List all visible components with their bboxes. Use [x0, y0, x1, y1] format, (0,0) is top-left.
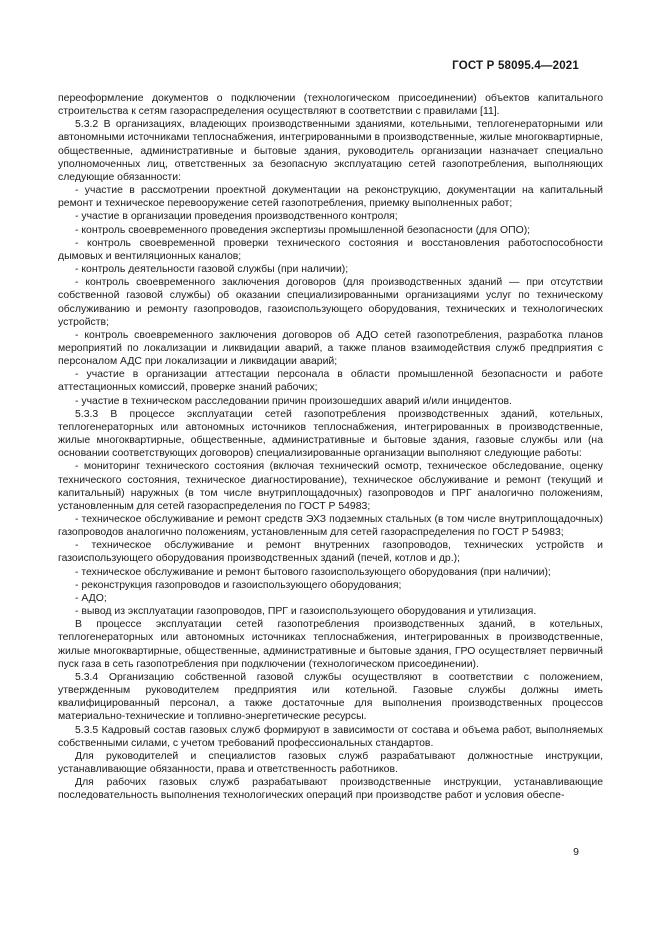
body-paragraph: - техническое обслуживание и ремонт средств ЭХЗ подземных стальных (в том числе внутриплощадочных) газопроводов аналогично положениям, установленным для сетей газораспределения по ГОСТ Р 54983; [58, 514, 603, 539]
page-number: 9 [573, 846, 579, 858]
body-paragraph: - участие в техническом расследовании причин произошедших аварий и/или инцидентов. [75, 395, 512, 407]
body-paragraph: Для руководителей и специалистов газовых служб разрабатывают должностные инструкции, устанавливающие обязанности, права и ответственность работников. [58, 750, 603, 775]
body-paragraph: - контроль своевременного заключения договоров об АДО сетей газопотребления, разработка планов мероприятий по локализации и ликвидации аварий, а также планов взаимодействия служб предприятия с персоналом АДС при локализации и ликвидации аварий; [58, 329, 603, 368]
body-paragraph: - участие в организации аттестации персонала в области промышленной безопасности и работе аттестационных комиссий, проверке знаний рабочих; [58, 369, 603, 394]
body-paragraph: 5.3.5 Кадровый состав газовых служб формируют в зависимости от состава и объема работ, выполняемых собственными силами, с учетом требований профессиональных стандартов. [58, 724, 603, 749]
body-paragraph: - мониторинг технического состояния (включая технический осмотр, техническое обследование, оценку технического состояния, техническое диагностирование), техническое обслуживание и ремонт (текущий и капитальный) наружных (в том числе внутриплощадочных) газопроводов и ПРГ аналогично положениям, установленным для сетей газораспределения по ГОСТ Р 54983; [58, 461, 603, 512]
document-standard-id: ГОСТ Р 58095.4—2021 [452, 60, 579, 72]
body-paragraph: - контроль своевременного проведения экспертизы промышленной безопасности (для ОПО); [75, 224, 531, 236]
body-paragraph: - контроль деятельности газовой службы (при наличии); [75, 264, 349, 276]
body-paragraph: - АДО; [75, 592, 107, 604]
body-paragraph: - реконструкция газопроводов и газоиспользующего оборудования; [75, 579, 402, 591]
body-paragraph: - участие в рассмотрении проектной документации на реконструкцию, документации на капитальный ремонт и техническое перевооружение сетей газопотребления, приемку выполненных работ; [58, 185, 603, 210]
body-paragraph: - вывод из эксплуатации газопроводов, ПРГ и газоиспользующего оборудования и утилизация. [75, 606, 537, 618]
body-paragraph: 5.3.4 Организацию собственной газовой службы осуществляют в соответствии с положением, утвержденным руководителем предприятия или котельной. Газовые службы должны иметь квалифицированный персонал, а также достаточные для выполнения производственных процессов материально-технические и топливно-энергетические ресурсы. [58, 671, 603, 723]
body-paragraph: - контроль своевременной проверки технического состояния и восстановления работоспособности дымовых и вентиляционных каналов; [58, 237, 603, 262]
body-paragraph: переоформление документов о подключении (технологическом присоединении) объектов капитального строительства к сетям газораспределения осуществляют в соответствии с правилами [11]. [58, 93, 603, 118]
body-paragraph: - контроль своевременного заключения договоров (для производственных зданий — при отсутствии собственной газовой службы) об оказании специализированными организациями услуг по техническому обслуживанию и ремонту газопроводов, газоиспользующего оборудования, технических и технологических устройств; [58, 277, 603, 328]
document-body [58, 92, 603, 802]
body-paragraph: - участие в организации проведения производственного контроля; [75, 211, 398, 223]
body-paragraph: - техническое обслуживание и ремонт бытового газоиспользующего оборудования (при наличии); [75, 566, 551, 578]
body-paragraph: Для рабочих газовых служб разрабатывают производственные инструкции, устанавливающие последовательность выполнения технологических операций при производстве работ и условия обеспе- [58, 777, 603, 802]
body-paragraph: 5.3.2 В организациях, владеющих производственными зданиями, котельными, теплогенераторными или автономными источниками теплоснабжения, интегрированными в производственные, жилые многоквартирные, общественные, административные и бытовые здания, руководитель организации назначает специально уполномоченных лиц, ответственных за безопасную эксплуатацию сетей газопотребления, выполняющих следующие обязанности: [58, 119, 603, 183]
body-paragraph: В процессе эксплуатации сетей газопотребления производственных зданий, в котельных, теплогенераторных или автономных источниках теплоснабжения, интегрированных в производственные, жилые многоквартирные, общественные, административные и бытовые здания, ГРО осуществляет первичный пуск газа в сеть газопотребления при подключении (технологическом присоединении). [58, 619, 603, 670]
body-paragraph: 5.3.3 В процессе эксплуатации сетей газопотребления производственных зданий, котельных, теплогенераторных или автономных источников теплоснабжения, интегрированных в производственные, жилые многоквартирные, общественные, административные и бытовые здания, газовые службы или (на основании соответствующих договоров) специализированные организации выполняют следующие работы: [58, 408, 603, 460]
body-paragraph: - техническое обслуживание и ремонт внутренних газопроводов, технических устройств и газоиспользующего оборудования производственных зданий (печей, котлов и др.); [58, 540, 603, 565]
